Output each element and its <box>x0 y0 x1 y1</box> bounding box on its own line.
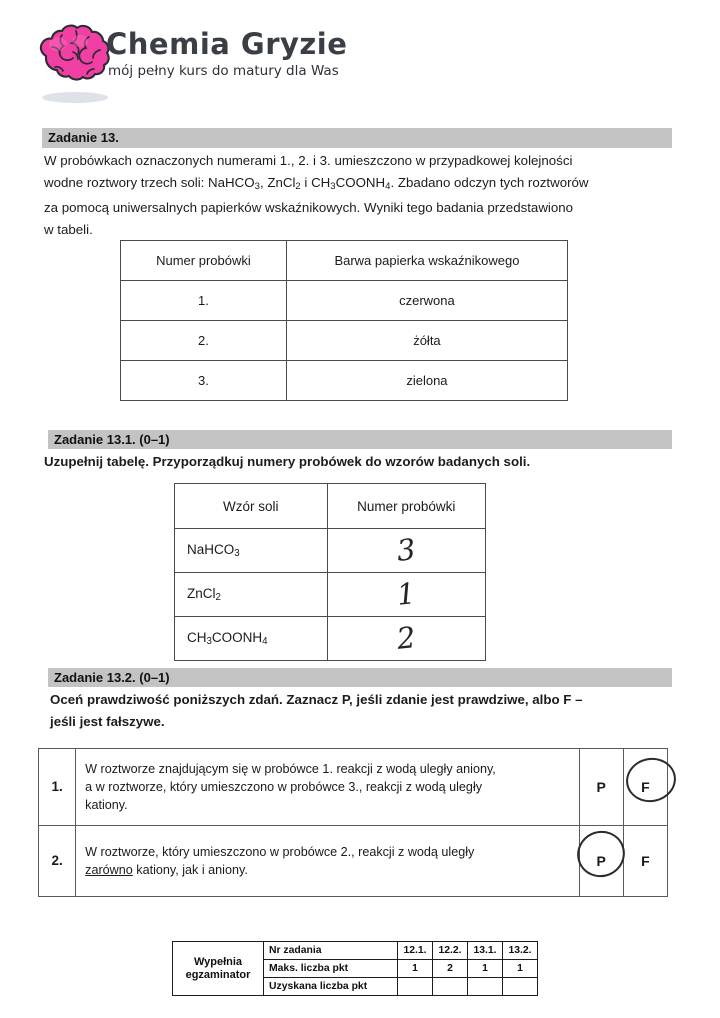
salt-formula: $CH_3COONH_4$ <box>175 617 328 661</box>
task-13-2-heading: Zadanie 13.2. (0–1) <box>48 668 672 687</box>
option-true-row-2[interactable] <box>579 826 623 897</box>
table-header-row <box>121 241 568 281</box>
table-row <box>175 529 486 573</box>
table-row <box>39 749 668 826</box>
row-number: 1. <box>39 749 76 826</box>
brand-subtitle: mój pełny kurs do matury dla Was <box>108 63 339 79</box>
task-13-line1: W probówkach oznaczonych numerami 1., 2. i 3. umieszczono w przypadkowej kolejności <box>44 153 573 168</box>
statement-text <box>76 749 579 826</box>
option-label: P <box>596 853 606 869</box>
col-header-salt-formula: Wzór soli <box>175 484 328 529</box>
task-number: 12.2. <box>433 942 468 960</box>
table-header-row <box>175 484 486 529</box>
task-number: 13.2. <box>503 942 538 960</box>
table-row <box>173 942 538 960</box>
instruction-line-2: jeśli jest fałszywe. <box>50 713 165 729</box>
statement-line-2: a w roztworze, który umieszczono w probówce 3., reakcji z wodą uległy <box>85 780 483 794</box>
obtained-points-input[interactable] <box>433 978 468 996</box>
table-row <box>121 281 568 321</box>
row-number: 2. <box>39 826 76 897</box>
col-header-tube-number: Numer probówki <box>327 484 485 529</box>
examiner-score-table <box>172 941 538 996</box>
examiner-label <box>173 942 264 996</box>
table-row <box>175 573 486 617</box>
examiner-label-line-2: egzaminator <box>185 968 251 981</box>
task-13-heading: Zadanie 13. <box>42 128 672 148</box>
true-false-table <box>38 748 668 897</box>
task-number: 12.1. <box>398 942 433 960</box>
instruction-line-1: Oceń prawdziwość poniższych zdań. Zaznacz P, jeśli zdanie jest prawdziwe, albo F – <box>50 692 583 707</box>
max-points: 2 <box>433 960 468 978</box>
tube-number: 2. <box>121 321 287 361</box>
brand-title: Chemia Gryzie <box>106 27 348 61</box>
table-row <box>175 617 486 661</box>
option-label: P <box>596 779 606 795</box>
option-false-row-1[interactable] <box>623 749 667 826</box>
statement-line-1: W roztworze znajdującym się w probówce 1. reakcji z wodą uległy aniony, <box>85 762 496 776</box>
row-label-obtained-points: Uzyskana liczba pkt <box>264 978 398 996</box>
paper-color: żółta <box>286 321 567 361</box>
handwritten-answer: 3 <box>395 532 418 568</box>
table-row <box>121 321 568 361</box>
task-13-2-instruction <box>50 689 690 732</box>
col-header-tube-number: Numer probówki <box>121 241 287 281</box>
paper-color: czerwona <box>286 281 567 321</box>
option-label: F <box>641 779 650 795</box>
task-13-line3: za pomocą uniwersalnych papierków wskaźnikowych. Wyniki tego badania przedstawiono <box>44 200 574 216</box>
statement-line-1: W roztworze, który umieszczono w probówce 2., reakcji z wodą uległy <box>85 845 475 859</box>
max-points: 1 <box>503 960 538 978</box>
indicator-results-table <box>120 240 568 401</box>
statement-line-3: kationy. <box>85 798 128 812</box>
task-13-1-instruction: Uzupełnij tabelę. Przyporządkuj numery probówek do wzorów badanych soli. <box>44 454 531 469</box>
max-points: 1 <box>468 960 503 978</box>
option-false-row-2[interactable] <box>623 826 667 897</box>
obtained-points-input[interactable] <box>468 978 503 996</box>
table-row <box>121 361 568 401</box>
tube-number: 1. <box>121 281 287 321</box>
option-label: F <box>641 853 650 869</box>
handwritten-answer: 1 <box>395 576 418 612</box>
answer-cell[interactable] <box>327 529 485 573</box>
task-13-line2: wodne roztwory trzech soli: NaHCO$_3$, ZnCl$_2$ i $CH_3COONH_4$. Zbadano odczyn tych roztworów <box>44 174 589 192</box>
logo-shadow <box>42 92 108 103</box>
task-13-1-heading: Zadanie 13.1. (0–1) <box>48 430 672 449</box>
answer-cell[interactable] <box>327 617 485 661</box>
examiner-label-line-1: Wypełnia <box>193 955 243 968</box>
handwritten-circle-mark <box>622 754 679 807</box>
option-true-row-1[interactable] <box>579 749 623 826</box>
task-13-body <box>44 150 684 240</box>
obtained-points-input[interactable] <box>398 978 433 996</box>
page-header <box>0 0 720 115</box>
paper-color: zielona <box>286 361 567 401</box>
statement-line-2-rest: kationy, jak i aniony. <box>132 863 248 877</box>
statement-text <box>76 826 579 897</box>
salt-formula: NaHCO$_3$ <box>175 529 328 573</box>
salt-assignment-table <box>174 483 486 661</box>
task-13-line4: w tabeli. <box>44 221 93 237</box>
tube-number: 3. <box>121 361 287 401</box>
col-header-paper-color: Barwa papierka wskaźnikowego <box>286 241 567 281</box>
table-row <box>39 826 668 897</box>
max-points: 1 <box>398 960 433 978</box>
statement-underlined-word: zarówno <box>85 863 133 877</box>
row-label-task-number: Nr zadania <box>264 942 398 960</box>
task-number: 13.1. <box>468 942 503 960</box>
answer-cell[interactable] <box>327 573 485 617</box>
handwritten-answer: 2 <box>395 620 418 656</box>
salt-formula: ZnCl$_2$ <box>175 573 328 617</box>
obtained-points-input[interactable] <box>503 978 538 996</box>
row-label-max-points: Maks. liczba pkt <box>264 960 398 978</box>
